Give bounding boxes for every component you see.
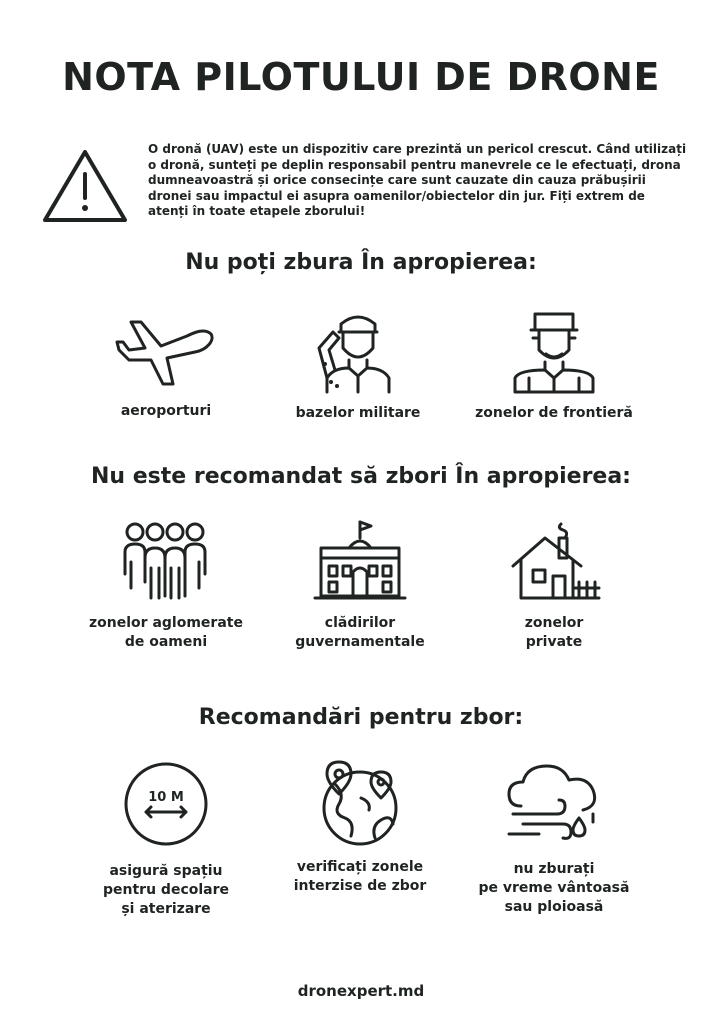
item-label: nu zburați pe vreme vântoasă sau ploioasă	[478, 861, 630, 915]
section-heading-no-fly: Nu poți zbura În apropierea:	[185, 250, 537, 275]
distance-10m-icon	[111, 760, 221, 848]
item-bad-weather	[464, 760, 644, 917]
border-guard-icon	[499, 308, 609, 394]
soldier-icon	[303, 308, 413, 394]
item-airports	[76, 312, 256, 421]
page-title: NOTA PILOTULUI DE DRONE	[62, 55, 660, 99]
footer-website[interactable]: dronexpert.md	[297, 982, 425, 1000]
item-crowded-areas	[76, 518, 256, 652]
item-label: zonelor private	[524, 615, 584, 650]
government-building-icon	[305, 518, 415, 602]
item-label: clădirilor guvernamentale	[295, 615, 425, 650]
item-government-buildings	[270, 518, 450, 652]
globe-pins-icon	[305, 758, 415, 848]
warning-triangle-icon	[40, 146, 130, 226]
item-check-no-fly-zones	[270, 758, 450, 896]
crowd-icon	[111, 518, 221, 602]
section-heading-recommendations: Recomandări pentru zbor:	[198, 705, 524, 730]
house-icon	[499, 518, 609, 602]
section-heading-not-recommended: Nu este recomandat să zbori În apropierea:	[91, 464, 631, 489]
item-takeoff-space	[76, 760, 256, 919]
airplane-icon	[111, 312, 221, 392]
item-label: bazelor militare	[295, 405, 421, 421]
item-label: aeroporturi	[120, 403, 212, 419]
item-label: asigură spațiu pentru decolare și aterizare	[103, 863, 229, 917]
item-border-zones	[464, 308, 644, 423]
item-label: verificați zonele interzise de zbor	[293, 859, 427, 894]
wind-rain-icon	[499, 760, 609, 848]
svg-text:10 M: 10 M	[148, 790, 184, 805]
item-label: zonelor de frontieră	[475, 405, 633, 421]
item-label: zonelor aglomerate de oameni	[89, 615, 243, 650]
item-private-zones	[464, 518, 644, 652]
item-military-bases	[268, 308, 448, 423]
warning-text: O dronă (UAV) este un dispozitiv care prezintă un pericol crescut. Când utilizați o dronă, sunteți pe deplin responsabil pentru manevrele ce le efectuați, drona dumneavoastră și orice consecințe care sunt cauzate din cauza prăbușirii dronei sau impactul ei asupra oamenilor/obiectelor din jur. Fiți extrem de atenți în toate etapele zborului!	[148, 142, 687, 218]
